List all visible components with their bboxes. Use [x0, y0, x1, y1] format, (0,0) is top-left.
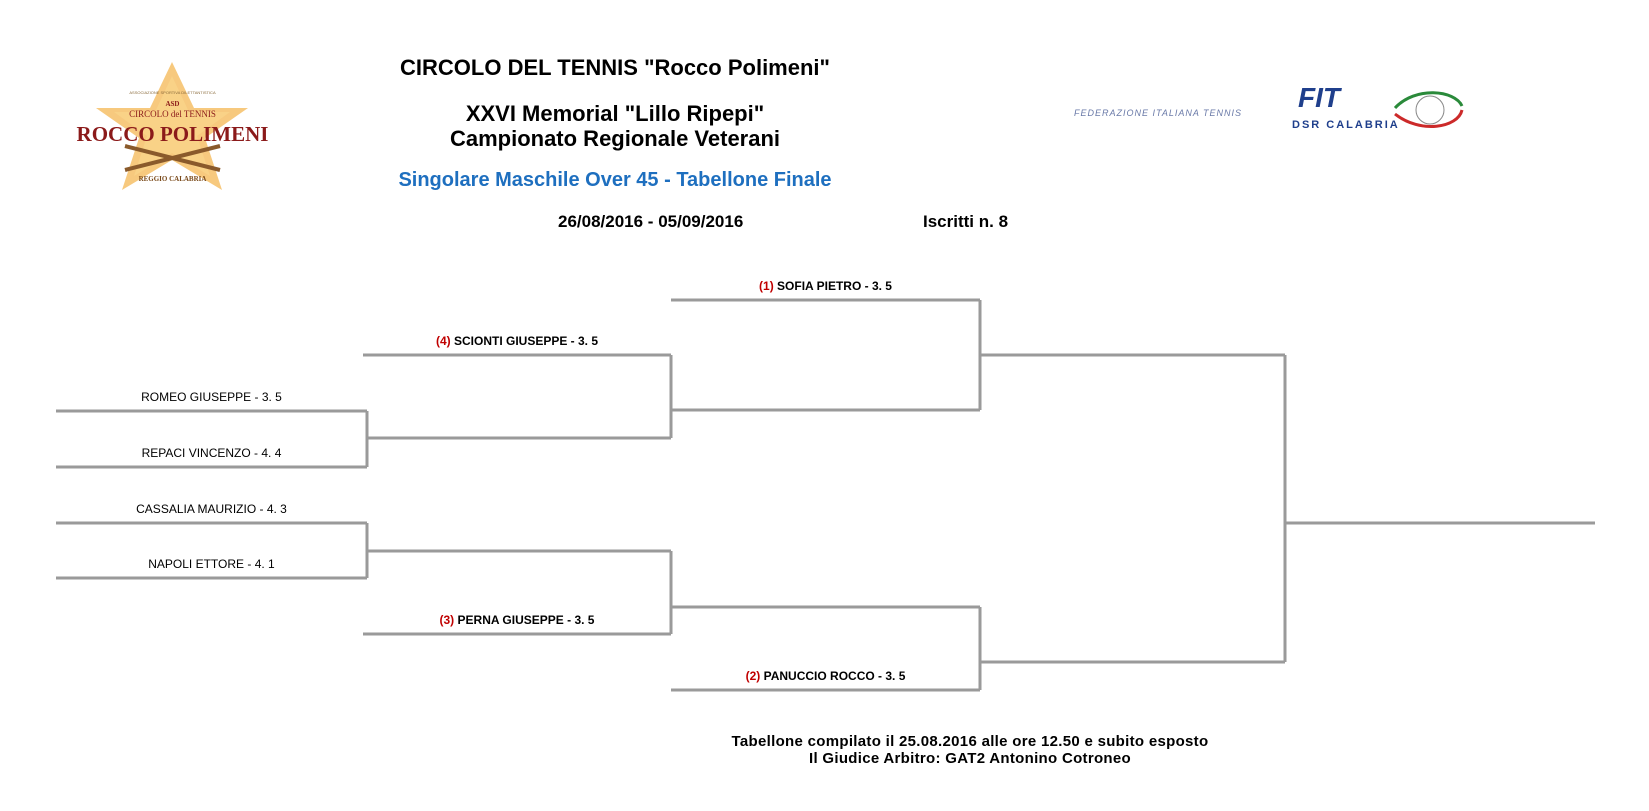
player-name: PANUCCIO ROCCO - 3. 5	[763, 669, 906, 683]
club-logo-circolo: CIRCOLO del TENNIS	[129, 109, 216, 119]
draw-compiled-note: Tabellone compilato il 25.08.2016 alle ore 12.50 e subito esposto	[731, 733, 1209, 750]
draw-category: Singolare Maschile Over 45 - Tabellone Finale	[398, 169, 832, 191]
club-logo-city: REGGIO CALABRIA	[138, 175, 207, 183]
club-logo-arc-text: ASSOCIAZIONE SPORTIVA DILETTANTISTICA	[129, 90, 216, 95]
player-name: SCIONTI GIUSEPPE - 3. 5	[453, 334, 599, 348]
seed-badge: (4)	[435, 334, 451, 348]
player-name: SOFIA PIETRO - 3. 5	[777, 279, 892, 293]
entries-count: Iscritti n. 8	[923, 212, 1009, 231]
player-scionti	[363, 334, 671, 348]
fit-logo-acronym: FIT	[1298, 82, 1340, 113]
seed-badge: (2)	[745, 669, 761, 683]
player-romeo: ROMEO GIUSEPPE - 3. 5	[141, 390, 282, 404]
player-napoli: NAPOLI ETTORE - 4. 1	[148, 557, 275, 571]
memorial-name: XXVI Memorial "Lillo Ripepi"	[465, 101, 765, 126]
player-panuccio	[671, 669, 980, 683]
player-sofia	[671, 279, 980, 293]
seed-badge: (3)	[439, 613, 455, 627]
fit-logo-federation: FEDERAZIONE ITALIANA TENNIS	[1074, 108, 1243, 118]
player-perna	[363, 613, 671, 627]
championship-name: Campionato Regionale Veterani	[449, 126, 781, 151]
club-logo-name: ROCCO POLIMENI	[76, 122, 269, 146]
seed-badge: (1)	[759, 279, 774, 293]
player-repaci: REPACI VINCENZO - 4. 4	[141, 446, 282, 460]
player-cassalia: CASSALIA MAURIZIO - 4. 3	[136, 502, 287, 516]
player-name: PERNA GIUSEPPE - 3. 5	[457, 613, 595, 627]
draw-footer	[580, 733, 1360, 767]
tournament-club-title: CIRCOLO DEL TENNIS "Rocco Polimeni"	[400, 55, 830, 80]
referee-name: Il Giudice Arbitro: GAT2 Antonino Cotroneo	[808, 750, 1132, 767]
tournament-dates: 26/08/2016 - 05/09/2016	[558, 212, 744, 231]
club-logo-asd: ASD	[165, 100, 180, 108]
fit-logo-region: DSR CALABRIA	[1292, 119, 1400, 131]
